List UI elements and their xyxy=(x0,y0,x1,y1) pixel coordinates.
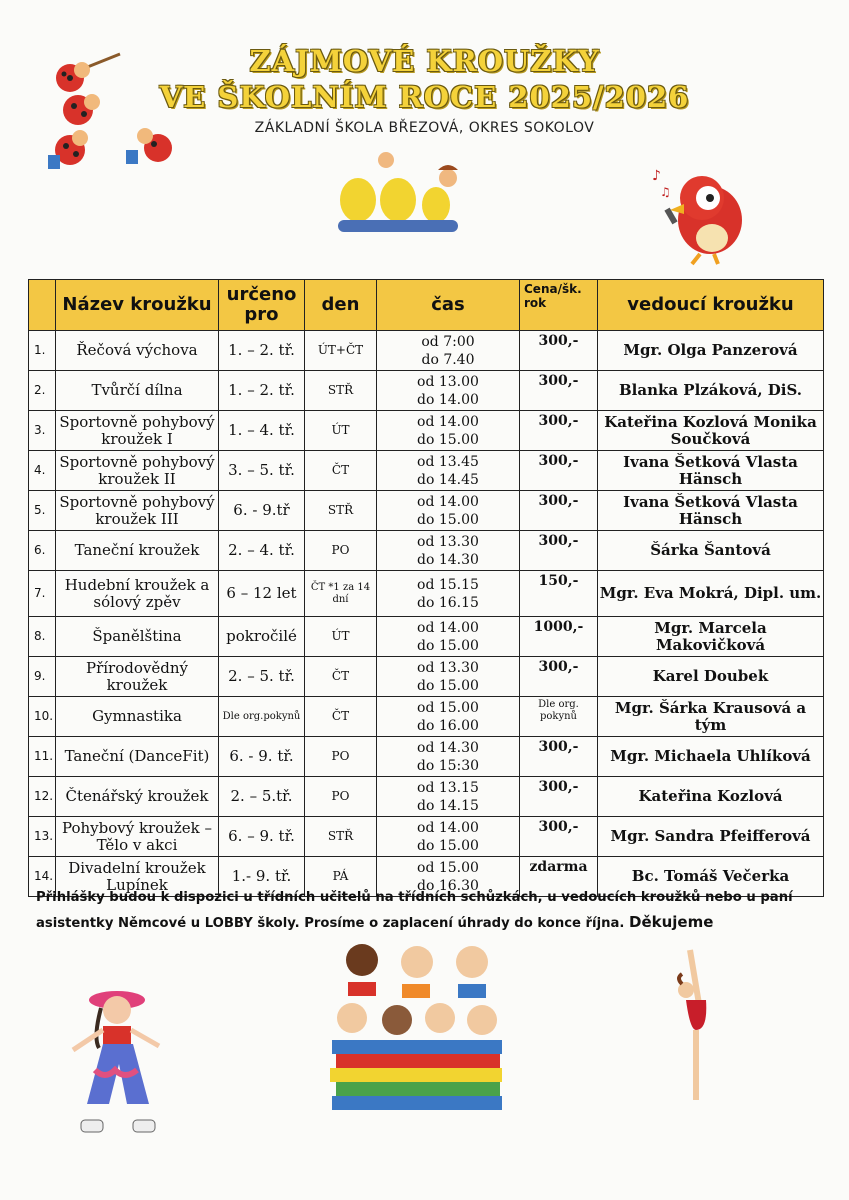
time-to: do 14.45 xyxy=(417,471,479,488)
time-from: od 13.30 xyxy=(417,533,479,550)
club-price: 1000,- xyxy=(520,617,598,657)
club-price: zdarma xyxy=(520,857,598,897)
clubs-schedule-table xyxy=(28,279,824,897)
club-name: Taneční (DanceFit) xyxy=(56,737,219,777)
time-to: do 7.40 xyxy=(421,351,475,368)
club-price: 150,- xyxy=(520,571,598,617)
club-time xyxy=(377,531,520,571)
club-price: 300,- xyxy=(520,737,598,777)
club-target: 2. – 5.tř. xyxy=(219,777,305,817)
table-row xyxy=(29,817,824,857)
club-price: Dle org. pokynů xyxy=(520,697,598,737)
table-row xyxy=(29,491,824,531)
row-number: 6. xyxy=(29,531,56,571)
row-number: 4. xyxy=(29,451,56,491)
club-target: 6. - 9. tř. xyxy=(219,737,305,777)
row-number: 12. xyxy=(29,777,56,817)
time-to: do 16.00 xyxy=(417,717,479,734)
club-target: 1. – 2. tř. xyxy=(219,331,305,371)
time-to: do 15.00 xyxy=(417,677,479,694)
row-number: 7. xyxy=(29,571,56,617)
club-name: Sportovně pohybový kroužek III xyxy=(56,491,219,531)
row-number: 2. xyxy=(29,371,56,411)
club-target: pokročilé xyxy=(219,617,305,657)
club-price: 300,- xyxy=(520,531,598,571)
row-number: 10. xyxy=(29,697,56,737)
club-price: 300,- xyxy=(520,777,598,817)
time-from: od 15.15 xyxy=(417,576,479,593)
club-leader: Bc. Tomáš Večerka xyxy=(598,857,824,897)
table-row xyxy=(29,331,824,371)
club-target: 6. – 9. tř. xyxy=(219,817,305,857)
club-target: Dle org.pokynů xyxy=(219,697,305,737)
time-from: od 7:00 xyxy=(421,333,475,350)
row-number: 14. xyxy=(29,857,56,897)
time-from: od 13.15 xyxy=(417,779,479,796)
row-number: 13. xyxy=(29,817,56,857)
club-name: Čtenářský kroužek xyxy=(56,777,219,817)
club-time xyxy=(377,331,520,371)
table-row xyxy=(29,371,824,411)
kids-reading-illustration xyxy=(322,940,512,1120)
club-time xyxy=(377,697,520,737)
club-time xyxy=(377,737,520,777)
club-target: 6 – 12 let xyxy=(219,571,305,617)
club-time xyxy=(377,571,520,617)
club-price: 300,- xyxy=(520,331,598,371)
gymnast-illustration xyxy=(660,940,730,1110)
club-day: ČT *1 za 14 dní xyxy=(305,571,377,617)
row-number: 8. xyxy=(29,617,56,657)
col-header-price: Cena/šk. rok xyxy=(520,280,598,331)
club-time xyxy=(377,411,520,451)
club-leader: Mgr. Eva Mokrá, Dipl. um. xyxy=(598,571,824,617)
page-title-line1: ZÁJMOVÉ KROUŽKY xyxy=(249,44,600,78)
club-time xyxy=(377,451,520,491)
time-from: od 13.00 xyxy=(417,373,479,390)
registration-notice xyxy=(36,886,816,936)
club-leader: Mgr. Marcela Makovičková xyxy=(598,617,824,657)
row-number: 11. xyxy=(29,737,56,777)
time-from: od 13.30 xyxy=(417,659,479,676)
table-row xyxy=(29,777,824,817)
col-header-number xyxy=(29,280,56,331)
svg-text:♫: ♫ xyxy=(660,185,671,199)
col-header-name: Název kroužku xyxy=(56,280,219,331)
club-day: ÚT xyxy=(305,617,377,657)
club-day: ČT xyxy=(305,657,377,697)
club-target: 1. – 4. tř. xyxy=(219,411,305,451)
club-price: 300,- xyxy=(520,411,598,451)
ladybird-painters-illustration xyxy=(40,40,180,180)
club-name: Španělština xyxy=(56,617,219,657)
club-price: 300,- xyxy=(520,657,598,697)
time-from: od 14.30 xyxy=(417,739,479,756)
club-name: Gymnastika xyxy=(56,697,219,737)
club-time xyxy=(377,657,520,697)
table-row xyxy=(29,617,824,657)
club-name: Taneční kroužek xyxy=(56,531,219,571)
col-header-for: určeno pro xyxy=(219,280,305,331)
col-header-time: čas xyxy=(377,280,520,331)
kids-pyramid-illustration xyxy=(318,150,478,240)
club-leader: Kateřina Kozlová xyxy=(598,777,824,817)
club-day: STŘ xyxy=(305,491,377,531)
club-target: 2. – 5. tř. xyxy=(219,657,305,697)
table-row xyxy=(29,657,824,697)
dancer-girl-illustration xyxy=(55,980,180,1145)
club-price: 300,- xyxy=(520,371,598,411)
col-header-day: den xyxy=(305,280,377,331)
time-to: do 16.15 xyxy=(417,594,479,611)
time-to: do 14.00 xyxy=(417,391,479,408)
table-row xyxy=(29,531,824,571)
club-name: Hudební kroužek a sólový zpěv xyxy=(56,571,219,617)
time-from: od 14.00 xyxy=(417,619,479,636)
club-name: Sportovně pohybový kroužek II xyxy=(56,451,219,491)
club-price: 300,- xyxy=(520,451,598,491)
club-day: STŘ xyxy=(305,817,377,857)
table-row xyxy=(29,571,824,617)
club-time xyxy=(377,817,520,857)
club-leader: Kateřina Kozlová Monika Součková xyxy=(598,411,824,451)
time-to: do 14.30 xyxy=(417,551,479,568)
club-day: PO xyxy=(305,777,377,817)
row-number: 9. xyxy=(29,657,56,697)
row-number: 1. xyxy=(29,331,56,371)
club-day: ÚT xyxy=(305,411,377,451)
club-price: 300,- xyxy=(520,817,598,857)
row-number: 5. xyxy=(29,491,56,531)
club-name: Pohybový kroužek – Tělo v akci xyxy=(56,817,219,857)
club-target: 3. – 5. tř. xyxy=(219,451,305,491)
club-day: ČT xyxy=(305,697,377,737)
table-header-row xyxy=(29,280,824,331)
time-to: do 14.15 xyxy=(417,797,479,814)
club-name: Tvůrčí dílna xyxy=(56,371,219,411)
time-from: od 15.00 xyxy=(417,859,479,876)
club-day: STŘ xyxy=(305,371,377,411)
table-row xyxy=(29,737,824,777)
club-name: Divadelní kroužek Lupínek xyxy=(56,857,219,897)
club-target: 6. - 9.tř xyxy=(219,491,305,531)
club-time xyxy=(377,777,520,817)
table-row xyxy=(29,697,824,737)
singing-bird-illustration xyxy=(650,160,760,270)
club-leader: Mgr. Michaela Uhlíková xyxy=(598,737,824,777)
time-from: od 14.00 xyxy=(417,819,479,836)
club-leader: Blanka Plzáková, DiS. xyxy=(598,371,824,411)
table-row xyxy=(29,411,824,451)
club-leader: Šárka Šantová xyxy=(598,531,824,571)
club-day: PO xyxy=(305,737,377,777)
time-to: do 15.00 xyxy=(417,837,479,854)
club-day: ÚT+ČT xyxy=(305,331,377,371)
club-name: Přírodovědný kroužek xyxy=(56,657,219,697)
time-from: od 13.45 xyxy=(417,453,479,470)
club-leader: Ivana Šetková Vlasta Hänsch xyxy=(598,451,824,491)
col-header-leader: vedoucí kroužku xyxy=(598,280,824,331)
club-time xyxy=(377,617,520,657)
club-target: 1.- 9. tř. xyxy=(219,857,305,897)
club-target: 1. – 2. tř. xyxy=(219,371,305,411)
club-leader: Mgr. Olga Panzerová xyxy=(598,331,824,371)
club-name: Řečová výchova xyxy=(56,331,219,371)
club-price: 300,- xyxy=(520,491,598,531)
notice-thanks: Děkujeme xyxy=(629,913,714,931)
page-title-line2: VE ŠKOLNÍM ROCE 2025/2026 xyxy=(159,80,690,114)
club-day: PÁ xyxy=(305,857,377,897)
svg-text:♪: ♪ xyxy=(652,168,661,184)
time-from: od 15.00 xyxy=(417,699,479,716)
club-leader: Mgr. Sandra Pfeifferová xyxy=(598,817,824,857)
time-to: do 15:30 xyxy=(416,757,480,774)
time-from: od 14.00 xyxy=(417,493,479,510)
club-time xyxy=(377,491,520,531)
row-number: 3. xyxy=(29,411,56,451)
club-leader: Mgr. Šárka Krausová a tým xyxy=(598,697,824,737)
school-name: ZÁKLADNÍ ŠKOLA BŘEZOVÁ, OKRES SOKOLOV xyxy=(254,120,595,136)
club-time xyxy=(377,371,520,411)
club-leader: Ivana Šetková Vlasta Hänsch xyxy=(598,491,824,531)
club-leader: Karel Doubek xyxy=(598,657,824,697)
club-target: 2. – 4. tř. xyxy=(219,531,305,571)
time-to: do 16.30 xyxy=(417,877,479,894)
time-to: do 15.00 xyxy=(417,431,479,448)
time-to: do 15.00 xyxy=(417,637,479,654)
time-to: do 15.00 xyxy=(417,511,479,528)
time-from: od 14.00 xyxy=(417,413,479,430)
notice-text: Přihlášky budou k dispozici u třídních učitelů na třídních schůzkách, u vedoucích kroužků nebo u paní asistentky Němcové u LOBBY školy. Prosíme o zaplacení úhrady do konce října. xyxy=(36,890,793,931)
club-day: ČT xyxy=(305,451,377,491)
club-name: Sportovně pohybový kroužek I xyxy=(56,411,219,451)
club-day: PO xyxy=(305,531,377,571)
table-row xyxy=(29,451,824,491)
